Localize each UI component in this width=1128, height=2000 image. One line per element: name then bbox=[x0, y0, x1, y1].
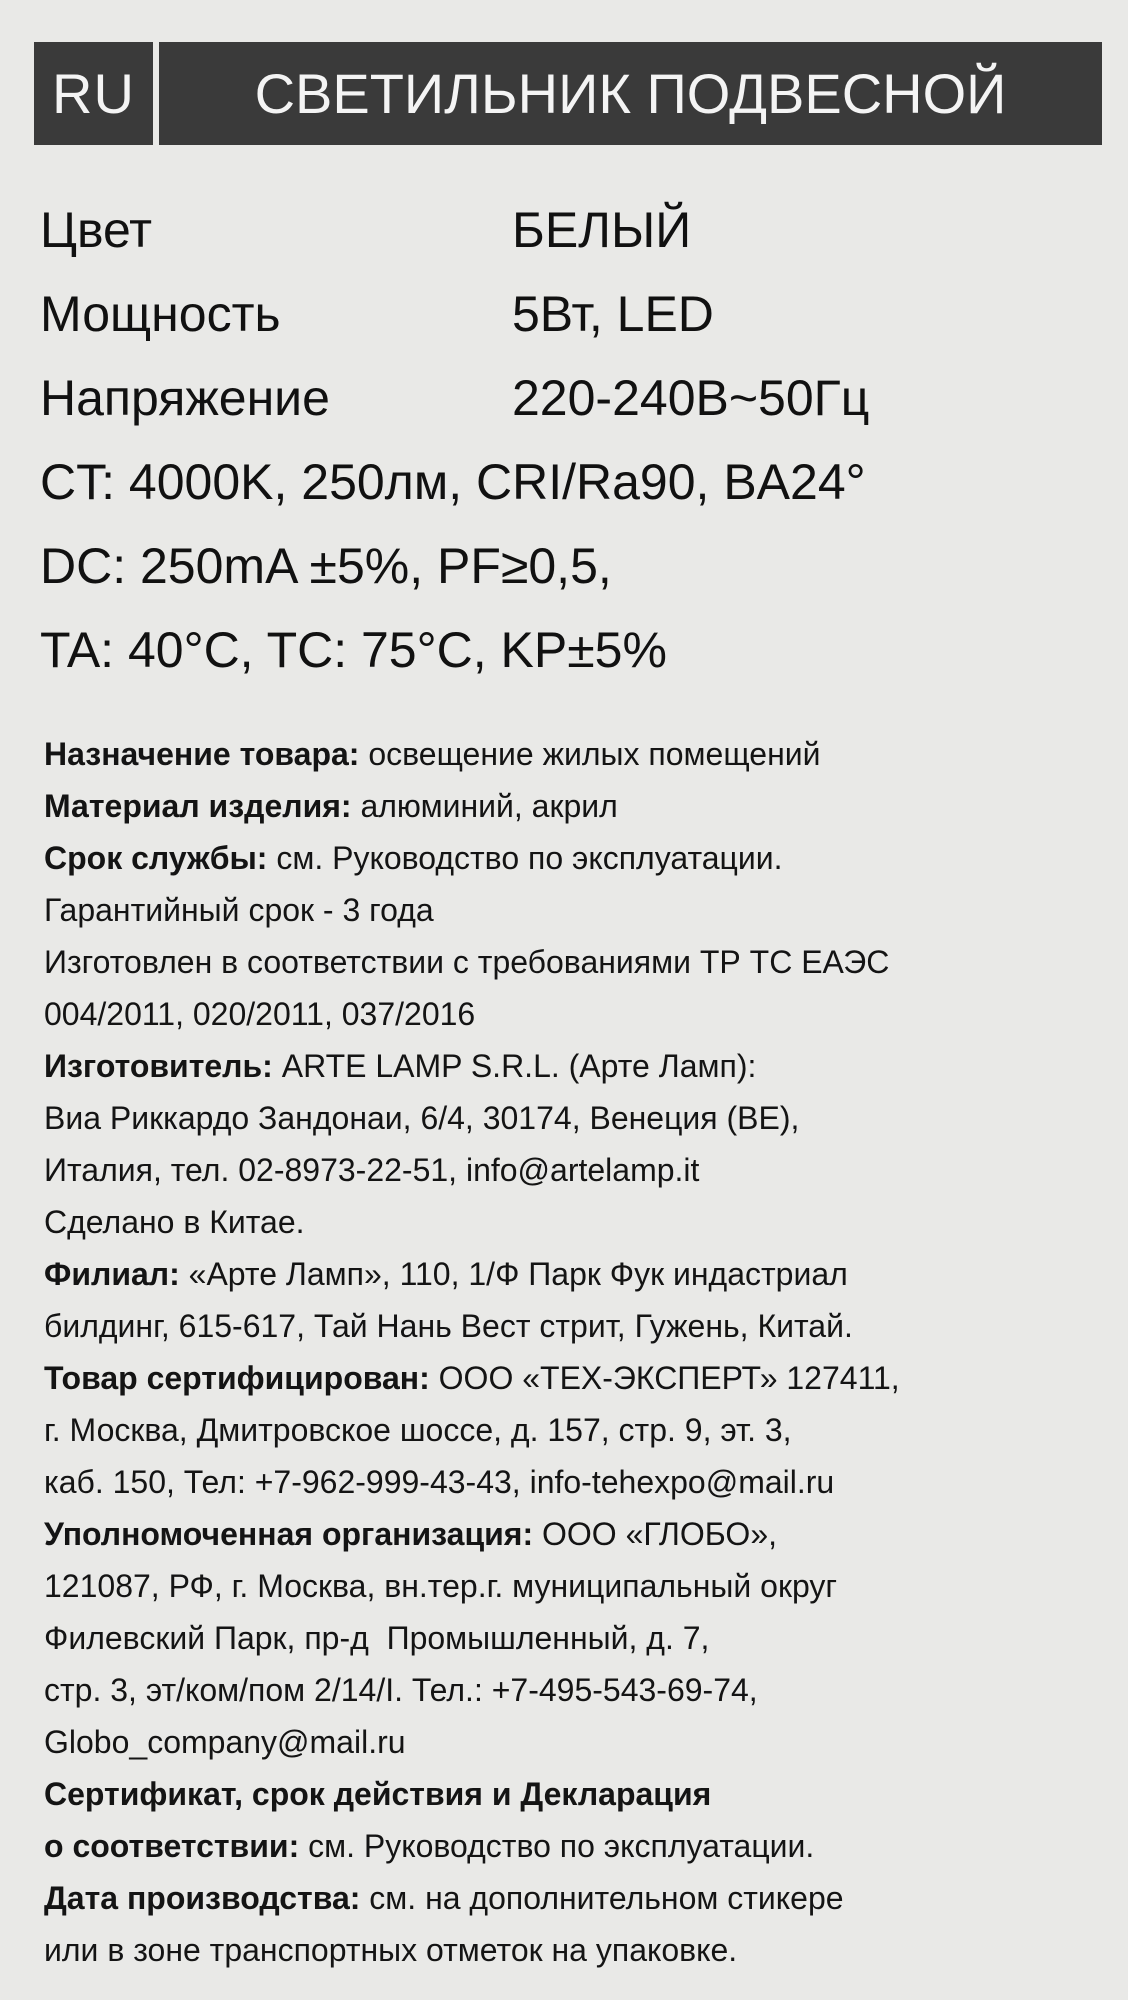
info-text: Изготовлен в соответствии с требованиями ТР ТС ЕАЭС bbox=[44, 944, 890, 980]
info-text: Италия, тел. 02-8973-22-51, info@artelamp.it bbox=[44, 1152, 700, 1188]
info-line bbox=[44, 1404, 1114, 1456]
spec-row-color bbox=[40, 188, 1100, 272]
spec-line-temperature: TA: 40°C, TC: 75°C, KP±5% bbox=[40, 622, 667, 678]
info-text: см. Руководство по эксплуатации. bbox=[299, 1828, 815, 1864]
product-title: СВЕТИЛЬНИК ПОДВЕСНОЙ bbox=[159, 42, 1102, 145]
spec-value: БЕЛЫЙ bbox=[512, 202, 692, 258]
info-label: Материал изделия: bbox=[44, 788, 352, 824]
info-text: ООО «ТЕХ-ЭКСПЕРТ» 127411, bbox=[429, 1360, 900, 1396]
info-line bbox=[44, 1248, 1114, 1300]
info-label: Уполномоченная организация: bbox=[44, 1516, 534, 1552]
info-text: «Арте Ламп», 110, 1/Ф Парк Фук индастриал bbox=[179, 1256, 848, 1292]
label-header bbox=[34, 42, 1102, 145]
info-line bbox=[44, 1092, 1114, 1144]
info-line bbox=[44, 1456, 1114, 1508]
info-text: Сделано в Китае. bbox=[44, 1204, 305, 1240]
info-line bbox=[44, 1508, 1114, 1560]
spec-label: Напряжение bbox=[40, 370, 330, 426]
info-text: алюминий, акрил bbox=[351, 788, 618, 824]
info-line bbox=[44, 1820, 1114, 1872]
info-line bbox=[44, 988, 1114, 1040]
info-text: 121087, РФ, г. Москва, вн.тер.г. муниципальный округ bbox=[44, 1568, 838, 1604]
spec-line-driver: DC: 250mA ±5%, PF≥0,5, bbox=[40, 538, 612, 594]
spec-row-voltage bbox=[40, 356, 1100, 440]
info-text: см. на дополнительном стикере bbox=[360, 1880, 844, 1916]
info-line bbox=[44, 1144, 1114, 1196]
info-text: ООО «ГЛОБО», bbox=[533, 1516, 777, 1552]
info-line bbox=[44, 1560, 1114, 1612]
info-label: Филиал: bbox=[44, 1256, 180, 1292]
info-label: Изготовитель: bbox=[44, 1048, 273, 1084]
info-label: Назначение товара: bbox=[44, 736, 360, 772]
info-line bbox=[44, 1352, 1114, 1404]
info-line bbox=[44, 1924, 1114, 1976]
info-line bbox=[44, 1300, 1114, 1352]
info-label: о соответствии: bbox=[44, 1828, 300, 1864]
info-text: билдинг, 615-617, Тай Нань Вест стрит, Гужень, Китай. bbox=[44, 1308, 853, 1344]
info-line bbox=[44, 1872, 1114, 1924]
info-line bbox=[44, 936, 1114, 988]
info-text: см. Руководство по эксплуатации. bbox=[267, 840, 783, 876]
info-line bbox=[44, 1196, 1114, 1248]
info-line bbox=[44, 832, 1114, 884]
info-text: Globo_company@mail.ru bbox=[44, 1724, 406, 1760]
info-text: г. Москва, Дмитровское шоссе, д. 157, стр. 9, эт. 3, bbox=[44, 1412, 792, 1448]
info-line bbox=[44, 884, 1114, 936]
info-line bbox=[44, 728, 1114, 780]
info-line bbox=[44, 1716, 1114, 1768]
info-text: Виа Риккардо Зандонаи, 6/4, 30174, Венеция (ВЕ), bbox=[44, 1100, 800, 1136]
info-text: стр. 3, эт/ком/пом 2/14/I. Тел.: +7-495-543-69-74, bbox=[44, 1672, 758, 1708]
spec-line-light: CT: 4000K, 250лм, CRI/Ra90, BA24° bbox=[40, 454, 866, 510]
info-text: 004/2011, 020/2011, 037/2016 bbox=[44, 996, 476, 1032]
info-label: Сертификат, срок действия и Декларация bbox=[44, 1776, 712, 1812]
info-line bbox=[44, 1768, 1114, 1820]
spec-value: 220-240В~50Гц bbox=[512, 370, 870, 426]
spec-table bbox=[40, 188, 1100, 692]
info-line bbox=[44, 780, 1114, 832]
spec-label: Мощность bbox=[40, 286, 281, 342]
spec-label: Цвет bbox=[40, 202, 153, 258]
info-text: каб. 150, Тел: +7-962-999-43-43, info-tehexpo@mail.ru bbox=[44, 1464, 835, 1500]
info-label: Дата производства: bbox=[44, 1880, 361, 1916]
info-line bbox=[44, 1612, 1114, 1664]
language-badge: RU bbox=[34, 42, 153, 145]
info-line bbox=[44, 1664, 1114, 1716]
info-label: Срок службы: bbox=[44, 840, 268, 876]
product-info-block bbox=[44, 728, 1114, 1976]
info-line bbox=[44, 1040, 1114, 1092]
info-text: или в зоне транспортных отметок на упаковке. bbox=[44, 1932, 738, 1968]
spec-value: 5Вт, LED bbox=[512, 286, 714, 342]
spec-row-power bbox=[40, 272, 1100, 356]
info-text: Гарантийный срок - 3 года bbox=[44, 892, 434, 928]
info-text: освещение жилых помещений bbox=[359, 736, 821, 772]
info-label: Товар сертифицирован: bbox=[44, 1360, 430, 1396]
info-text: ARTE LAMP S.R.L. (Арте Ламп): bbox=[272, 1048, 757, 1084]
info-text: Филевский Парк, пр-д Промышленный, д. 7, bbox=[44, 1620, 710, 1656]
